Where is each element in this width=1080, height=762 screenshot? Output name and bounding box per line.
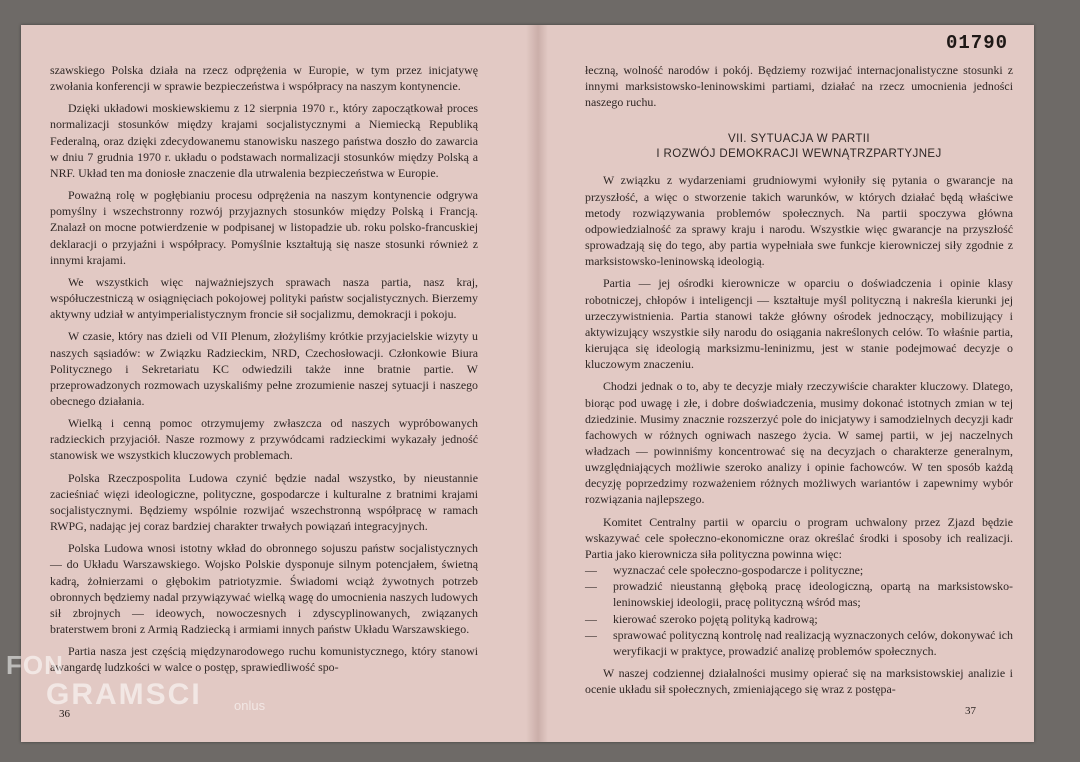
party-goals-list bbox=[585, 562, 1013, 659]
list-item: — kierować szeroko pojętą polityką kadrową; bbox=[585, 611, 818, 626]
right-opening-paragraph: łeczną, wolność narodów i pokój. Będziemy rozwijać internacjonalistyczne stosunki z innymi marksistowsko-leninowskimi partiami, działać na rzecz umocnienia jedności naszego ruchu. bbox=[585, 63, 1013, 110]
archive-watermark-logo bbox=[6, 650, 266, 713]
left-paragraph-5: W czasie, który nas dzieli od VII Plenum, złożyliśmy krótkie przyjacielskie wizyty u naszych sąsiadów: w Związku Radzieckim, NRD, Czechosłowacji. Członkowie Biura Politycznego i Sekretariatu KC odwiedzili także inne bratnie partie. W przeprowadzonych rozmowach uzyskaliśmy pełne zrozumienie naszej sytuacji i naszego obecnego działania. bbox=[50, 329, 478, 408]
section-heading-line-1: VII. SYTUACJA W PARTII bbox=[728, 133, 870, 146]
right-closing-paragraph: W naszej codziennej działalności musimy opierać się na marksistowskiej analizie i ocenie układu sił społecznych, zmieniającego się wraz z postępa- bbox=[585, 666, 1013, 697]
left-paragraph-7: Polska Rzeczpospolita Ludowa czynić będzie nadal wszystko, by nieustannie zacieśniać więzi ideologiczne, polityczne, gospodarcze i kulturalne z bratnimi krajami socjalistycznymi. Będziemy wspólnie rozwijać wszechstronną współpracę w ramach RWPG, nadając jej coraz bardziej charakter trwałych powiązań integracyjnych. bbox=[50, 470, 478, 534]
right-paragraph-2: Partia — jej ośrodki kierownicze w oparciu o doświadczenia i opinie klasy robotniczej, chłopów i inteligencji — kształtuje myśl polityczną i nakreśla kierunki jej urzeczywistnienia. Partia stanowi także główny ośrodek jednoczący, mobilizujący i aktywizujący wszystkie siły narodu do osiągania nakreślonych celów. To właśnie partia, kierująca się ideologią marksizmu-leninizmu, jest w stanie podejmować decyzje o kluczowym znaczeniu. bbox=[585, 276, 1013, 372]
list-item: — sprawować polityczną kontrolę nad realizacją wyznaczonych celów, dokonywać ich weryfikacji w praktyce, prowadzić analizę problemów społecznych. bbox=[585, 627, 1013, 658]
right-page-text bbox=[585, 62, 1013, 703]
left-paragraph-4: We wszystkich więc najważniejszych sprawach nasza partia, nasz kraj, współuczestniczą w osiągnięciach pokojowej polityki państw socjalistycznych. Bierzemy aktywny udział w antyimperialistycznym froncie sił socjalizmu, demokracji i pokoju. bbox=[50, 274, 478, 322]
left-paragraph-2: Dzięki układowi moskiewskiemu z 12 sierpnia 1970 r., który zapoczątkował proces normalizacji stosunków między krajami socjalistycznymi a Niemiecką Republiką Federalną, oraz dzięki zdecydowanemu stanowisku naszego państwa doszło do zawarcia w dniu 7 grudnia 1970 r. układu o podstawach normalizacji stosunków między Polską a NRF. Układ ten ma doniosłe znaczenie dla utrwalenia bezpieczeństwa w Europie. bbox=[50, 101, 478, 180]
left-page-text bbox=[50, 62, 478, 681]
page-fold bbox=[526, 25, 548, 742]
left-paragraph-6: Wielką i cenną pomoc otrzymujemy zwłaszcza od naszych wypróbowanych radzieckich przyjaciół. Nasze rozmowy z przywódcami radzieckimi wykazały jedność stanowisk we wszystkich kluczowych problemach. bbox=[50, 416, 478, 463]
left-paragraph-9: Partia nasza jest częścią międzynarodowego ruchu komunistycznego, który stanowi awangardę ludzkości w walce o postęp, sprawiedliwość spo- bbox=[50, 644, 478, 675]
list-item: — wyznaczać cele społeczno-gospodarcze i polityczne; bbox=[585, 563, 864, 578]
watermark-tag: onlus bbox=[234, 698, 266, 713]
left-page-number: 36 bbox=[59, 708, 70, 720]
left-paragraph-8: Polska Ludowa wnosi istotny wkład do obronnego sojuszu państw socjalistycznych — do Układu Warszawskiego. Wojsko Polskie dysponuje silnym potencjałem, świetną kadrą, żołnierzami o głębokim patriotyzmie. Świadomi wciąż żywotnych potrzeb obronnych będziemy nadal przywiązywać wielką wagę do umocnienia naszych ludowych sił zbrojnych — ideowych, nowoczesnych i zdyscyplinowanych, związanych braterstwem broni z Armią Radziecką i armiami innych państw Układu Warszawskiego. bbox=[50, 541, 478, 636]
right-page-number: 37 bbox=[965, 705, 976, 717]
section-heading bbox=[585, 132, 1013, 162]
right-paragraph-3: Chodzi jednak o to, aby te decyzje miały rzeczywiście charakter kluczowy. Dlatego, biorąc pod uwagę i złe, i dobre doświadczenia, musimy dokonać istotnych zmian w tej dziedzinie. Musimy znacznie rozszerzyć pole do inicjatywy i samodzielnych decyzji kadr fachowych w różnych ogniwach naszego życia. W samej partii, w jej naczelnych władzach — powinniśmy koncentrować się na decyzjach o charakterze generalnym, uwzględniających możliwie szeroko analizy i opinie fachowców. W ten sposób każdą decyzję poprzedzimy rozważeniem różnych możliwych wariantów i zapewnimy wybór rozwiązania najlepszego. bbox=[585, 379, 1013, 507]
archive-stamp-number: 01790 bbox=[946, 32, 1009, 54]
list-item: — prowadzić nieustanną głęboką pracę ideologiczną, opartą na marksistowsko-leninowskiej ideologii, pracę polityczną wśród mas; bbox=[585, 579, 1013, 610]
section-heading-line-2: I ROZWÓJ DEMOKRACJI WEWNĄTRZPARTYJNEJ bbox=[656, 148, 942, 161]
left-paragraph-1: szawskiego Polska działa na rzecz odprężenia w Europie, w tym przez inicjatywę zwołania konferencji w sprawie bezpieczeństwa i współpracy na naszym kontynencie. bbox=[50, 63, 478, 94]
watermark-line-2: GRAMSCI bbox=[46, 678, 202, 711]
left-paragraph-3: Poważną rolę w pogłębianiu procesu odprężenia na naszym kontynencie odgrywa pomyślny i wszechstronny rozwój przyjaznych stosunków między Polską i Francją. Znalazł on mocne potwierdzenie w podpisanej w listopadzie ub. roku polsko-francuskiej deklaracji o przyjaźni i współpracy. Pomyślnie kształtują się nasze stosunki również z innymi krajami. bbox=[50, 188, 478, 267]
watermark-line-1: FON bbox=[6, 650, 64, 680]
right-paragraph-1: W związku z wydarzeniami grudniowymi wyłoniły się pytania o gwarancje na przyszłość, a więc o stworzenie takich warunków, w których działać będą właściwe metody rozwiązywania problemów społecznych. Na partii spoczywa główna odpowiedzialność za sprawy kraju i narodu. Wszystkie więc gwarancje na przyszłość sprowadzają się do tego, aby partia wypełniała swe funkcje kierowniczej siły zgodnie z marksistowsko-leninowską ideologią. bbox=[585, 173, 1013, 269]
right-paragraph-4: Komitet Centralny partii w oparciu o program uchwalony przez Zjazd będzie wskazywać cele społeczno-ekonomiczne oraz określać środki i sposoby ich realizacji. Partia jako kierownicza siła polityczna powinna więc: bbox=[585, 514, 1013, 561]
booklet-spread bbox=[21, 25, 1034, 742]
